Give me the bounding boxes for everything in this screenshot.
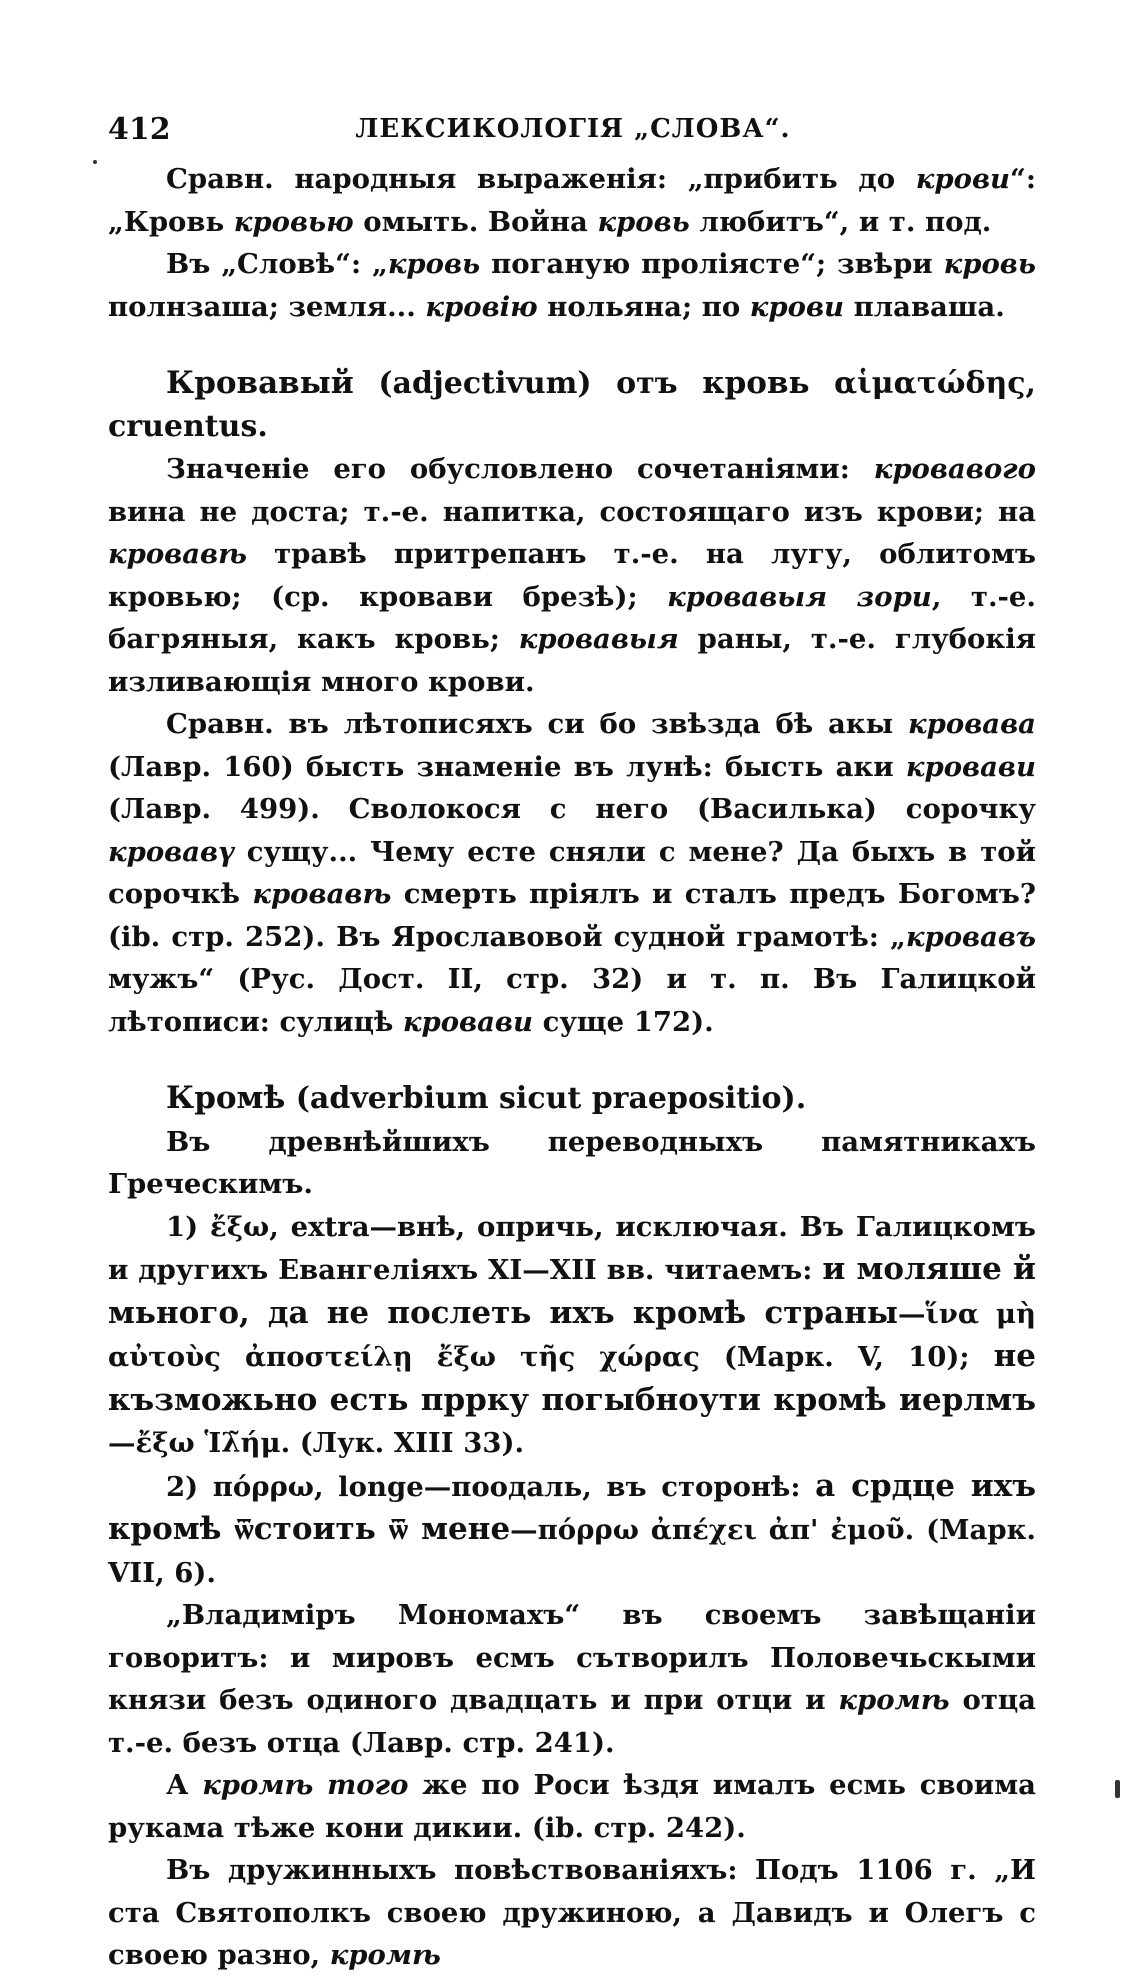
headword: Кровавый xyxy=(166,365,354,401)
paragraph-meaning: Значеніе его обусловлено сочетаніями: кровавого вина не доста; т.-е. напитка, состоящаго изъ крови; на кровавѣ травѣ притрепанъ т.-е. на лугу, облитомъ кровью; (ср. кровави брезѣ); кровавыя зори, т.-е. багряныя, какъ кровь; кровавыя раны, т.-е. глубокія изливающія много крови. xyxy=(108,453,1037,698)
running-title: ЛЕКСИКОЛОГІЯ „СЛОВА“. xyxy=(355,114,791,144)
page-header xyxy=(108,112,1038,152)
paragraph-sense-1: 1) ἔξω, extra—внѣ, опричь, исключая. Въ Галицкомъ и другихъ Евангеліяхъ XI—XII вв. читаемъ: и моляше й мьного, да не послеть ихъ кромѣ страны—ἵνα μὴ αὐτοὺς ἀποστείλῃ ἔξω τῆς χώρας (Марк. V, 10); не къзможьно есть пррку погыбноути кромѣ иерлмъ—ἔξω Ἱλ̃ήμ. (Лук. XIII 33). xyxy=(108,1210,1037,1459)
paragraph-folk-expressions: Сравн. народныя выраженія: „прибить до крови“: „Кровь кровью омыть. Война кровь любитъ“, и т. под. xyxy=(108,163,1036,238)
page-body xyxy=(108,158,1036,1977)
paragraph-sense-2: 2) πόρρω, longe—поодаль, въ сторонѣ: а срдце ихъ кромѣ ѿстоить ѿ мене—πόρρω ἀπέχει ἀπ' ἐμοῦ. (Марк. VII, 6). xyxy=(108,1467,1037,1589)
paragraph-slovo-quotes: Въ „Словѣ“: „кровь поганую проліясте“; звѣри кровь полнзаша; земля... кровію нольяна; по крови плаваша. xyxy=(108,248,1036,323)
headword: Кромѣ xyxy=(166,1080,286,1116)
paragraph-monomakh: „Владиміръ Мономахъ“ въ своемъ завѣщаніи говоритъ: и мировъ есмъ сътворилъ Половечьскыми князи безъ одиного двадцать и при отци и кромѣ отца т.-е. безъ отца (Лавр. стр. 241). xyxy=(108,1599,1037,1759)
paragraph-translations: Въ древнѣйшихъ переводныхъ памятникахъ Греческимъ. xyxy=(108,1125,1036,1200)
ink-speck xyxy=(1115,1780,1120,1798)
entry-heading-krome: Кромѣ (adverbium sicut praepositio). xyxy=(166,1080,807,1116)
paragraph-chronicles: Сравн. въ лѣтописяхъ си бо звѣзда бѣ акы кровава (Лавр. 160) бысть знаменіе въ лунѣ: бысть аки кровави (Лавр. 499). Сволокося с него (Василька) сорочку кровавү сущу... Чему есте сняли с мене? Да быхъ в той сорочкѣ кровавѣ смерть прiялъ и сталъ предъ Богомъ? (ib. стр. 252). Въ Ярославовой судной грамотѣ: „кровавъ мужъ“ (Рус. Дост. II, стр. 32) и т. п. Въ Галицкой лѣтописи: сулицѣ кровави суще 172). xyxy=(108,708,1036,1038)
entry-heading-krovavyi: Кровавый (adjectivum) отъ кровь αἱματώδης, cruentus. xyxy=(108,365,1036,444)
ink-speck xyxy=(93,160,97,164)
page-number: 412 xyxy=(108,112,171,147)
paragraph-druzhina: Въ дружинныхъ повѣствованіяхъ: Подъ 1106 г. „И ста Святополкъ своею дружиною, а Давидъ и Олегъ с своею разно, кромѣ xyxy=(108,1854,1036,1971)
paragraph-rosi: А кромѣ того же по Роси ѣздя ималъ есмь своима рукама тѣже кони дикии. (ib. стр. 242). xyxy=(108,1769,1036,1844)
